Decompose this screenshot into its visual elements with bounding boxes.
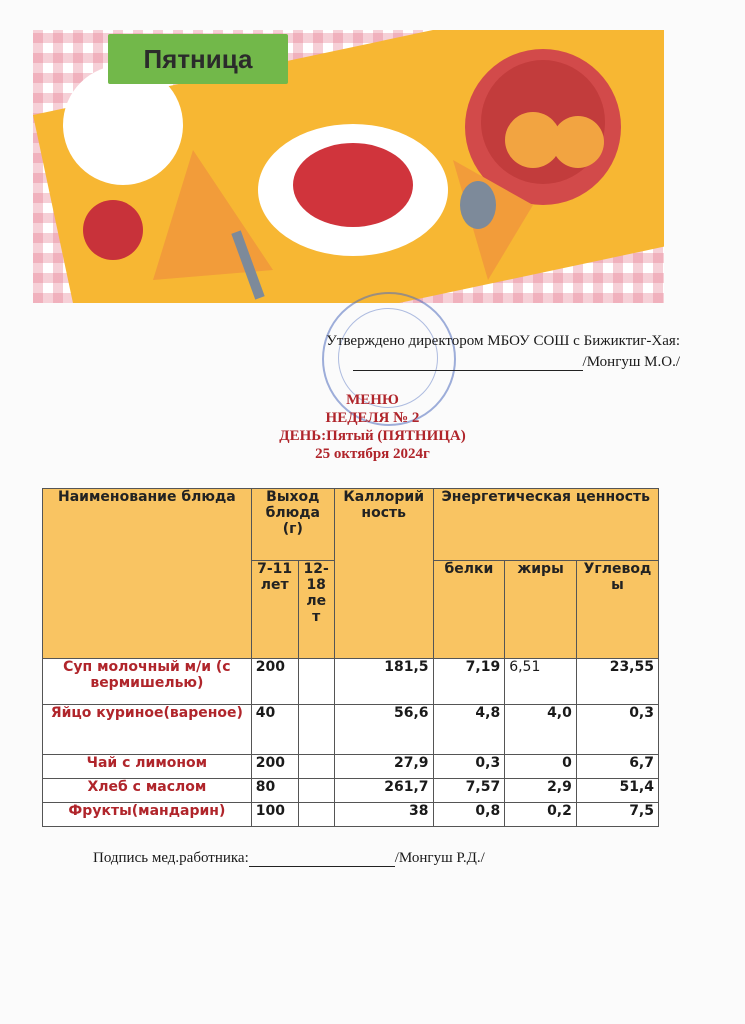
carbs-value: 6,7	[576, 755, 658, 779]
table-row	[43, 755, 659, 779]
yield-7-11: 40	[251, 705, 298, 755]
approval-block	[250, 333, 680, 371]
fats-value: 4,0	[505, 705, 577, 755]
calories-value: 56,6	[334, 705, 433, 755]
yield-7-11: 200	[251, 755, 298, 779]
signature-line	[249, 850, 395, 867]
calories-value: 38	[334, 803, 433, 827]
yield-12-18	[298, 803, 334, 827]
dish-name: Чай с лимоном	[43, 755, 252, 779]
menu-table	[42, 488, 659, 827]
fats-value: 0,2	[505, 803, 577, 827]
header-fats: жиры	[505, 561, 577, 659]
header-yield: Выход блюда (г)	[251, 489, 334, 561]
yield-12-18	[298, 779, 334, 803]
date-heading: 25 октября 2024г	[315, 446, 430, 462]
banner-image	[33, 30, 664, 303]
dish-name: Хлеб с маслом	[43, 779, 252, 803]
header-calories: Каллорийность	[334, 489, 433, 659]
footer-label: Подпись мед.работника:	[93, 850, 249, 866]
calories-value: 261,7	[334, 779, 433, 803]
proteins-value: 7,19	[433, 659, 505, 705]
header-age-12-18: 12-18 лет	[298, 561, 334, 659]
yield-12-18	[298, 659, 334, 705]
proteins-value: 4,8	[433, 705, 505, 755]
carbs-value: 51,4	[576, 779, 658, 803]
header-age-7-11: 7-11 лет	[251, 561, 298, 659]
yield-7-11: 100	[251, 803, 298, 827]
approval-signatory: /Монгуш М.О./	[582, 354, 680, 370]
yield-12-18	[298, 755, 334, 779]
carbs-value: 7,5	[576, 803, 658, 827]
yield-7-11: 80	[251, 779, 298, 803]
table-row	[43, 659, 659, 705]
carbs-value: 23,55	[576, 659, 658, 705]
proteins-value: 0,3	[433, 755, 505, 779]
day-title: Пятница	[108, 34, 288, 84]
proteins-value: 7,57	[433, 779, 505, 803]
fats-value: 2,9	[505, 779, 577, 803]
header-carbs: Углеводы	[576, 561, 658, 659]
fats-value: 6,51	[505, 659, 577, 705]
dish-name: Фрукты(мандарин)	[43, 803, 252, 827]
calories-value: 27,9	[334, 755, 433, 779]
header-dish: Наименование блюда	[43, 489, 252, 659]
fats-value: 0	[505, 755, 577, 779]
approval-line: Утверждено директором МБОУ СОШ с Бижиктиг-Хая:	[326, 333, 680, 349]
day-heading: ДЕНЬ:Пятый (ПЯТНИЦА)	[279, 428, 466, 444]
menu-heading: МЕНЮ	[346, 392, 399, 408]
yield-7-11: 200	[251, 659, 298, 705]
carbs-value: 0,3	[576, 705, 658, 755]
signature-line	[353, 354, 583, 371]
footer-signatory: /Монгуш Р.Д./	[394, 850, 485, 866]
calories-value: 181,5	[334, 659, 433, 705]
header-proteins: белки	[433, 561, 505, 659]
table-row	[43, 779, 659, 803]
week-heading: НЕДЕЛЯ № 2	[325, 410, 420, 426]
table-row	[43, 705, 659, 755]
table-row	[43, 803, 659, 827]
footer-signature	[93, 850, 485, 867]
yield-12-18	[298, 705, 334, 755]
proteins-value: 0,8	[433, 803, 505, 827]
dish-name: Суп молочный м/и (с вермишелью)	[43, 659, 252, 705]
dish-name: Яйцо куриное(вареное)	[43, 705, 252, 755]
header-energy: Энергетическая ценность	[433, 489, 658, 561]
